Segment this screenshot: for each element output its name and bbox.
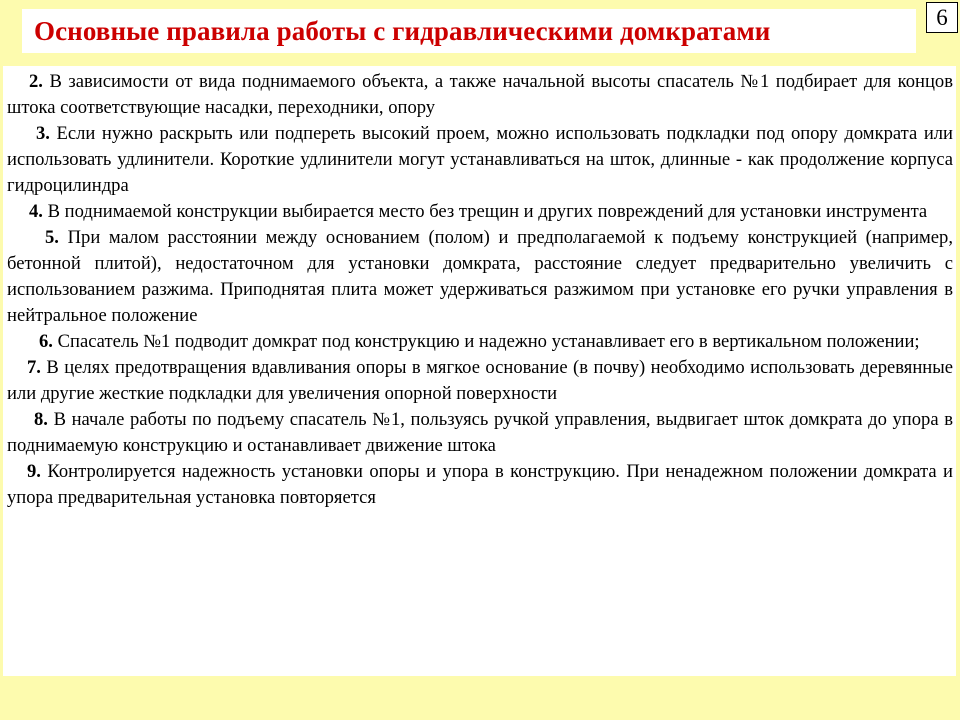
slide-number: 6 — [926, 2, 958, 33]
rule-text: Спасатель №1 подводит домкрат под конструкцию и надежно устанавливает его в вертикальном положении; — [52, 331, 920, 352]
rule-text: В поднимаемой конструкции выбирается место без трещин и других повреждений для установки инструмента — [42, 201, 928, 222]
rule-text: В начале работы по подъему спасатель №1, пользуясь ручкой управления, выдвигает шток домкрата до упора в поднимаемую конструкцию и останавливает движение штока — [7, 409, 953, 456]
rule-paragraph-6 — [7, 329, 953, 355]
rule-text: Если нужно раскрыть или подпереть высокий проем, можно использовать подкладки под опору домкрата или использовать удлинители. Короткие удлинители могут устанавливаться на шток, длинные - как продолжение корпуса гидроцилиндра — [7, 123, 953, 196]
rule-paragraph-4 — [7, 199, 953, 225]
rule-text: При малом расстоянии между основанием (полом) и предполагаемой к подъему конструкцией (например, бетонной плитой), недостаточном для установки домкрата, расстояние следует предварительно увеличить с использованием разжима. Приподнятая плита может удерживаться разжимом при установке его ручки управления в нейтральное положение — [7, 227, 953, 326]
rule-number: 4. — [29, 201, 43, 222]
rule-paragraph-7 — [7, 355, 953, 407]
rule-paragraph-9 — [7, 459, 953, 511]
rule-text: В целях предотвращения вдавливания опоры в мягкое основание (в почву) необходимо использовать деревянные или другие жесткие подкладки для увеличения опорной поверхности — [7, 357, 953, 404]
rule-number: 7. — [27, 357, 41, 378]
rule-paragraph-5 — [7, 225, 953, 329]
rule-number: 6. — [39, 331, 53, 352]
rule-number: 2. — [29, 71, 43, 92]
rule-number: 3. — [36, 123, 50, 144]
rule-text: Контролируется надежность установки опоры и упора в конструкцию. При ненадежном положении домкрата и упора предварительная установка повторяется — [7, 461, 953, 508]
rule-number: 5. — [45, 227, 59, 248]
rule-paragraph-2 — [7, 69, 953, 121]
rule-number: 9. — [27, 461, 41, 482]
slide-title: Основные правила работы с гидравлическими домкратами — [34, 15, 771, 46]
title-banner — [22, 9, 916, 53]
rule-number: 8. — [34, 409, 48, 430]
content-panel — [3, 66, 956, 676]
rule-text: В зависимости от вида поднимаемого объекта, а также начальной высоты спасатель №1 подбирает для концов штока соответствующие насадки, переходники, опору — [7, 71, 953, 118]
rule-paragraph-8 — [7, 407, 953, 459]
rule-paragraph-3 — [7, 121, 953, 199]
